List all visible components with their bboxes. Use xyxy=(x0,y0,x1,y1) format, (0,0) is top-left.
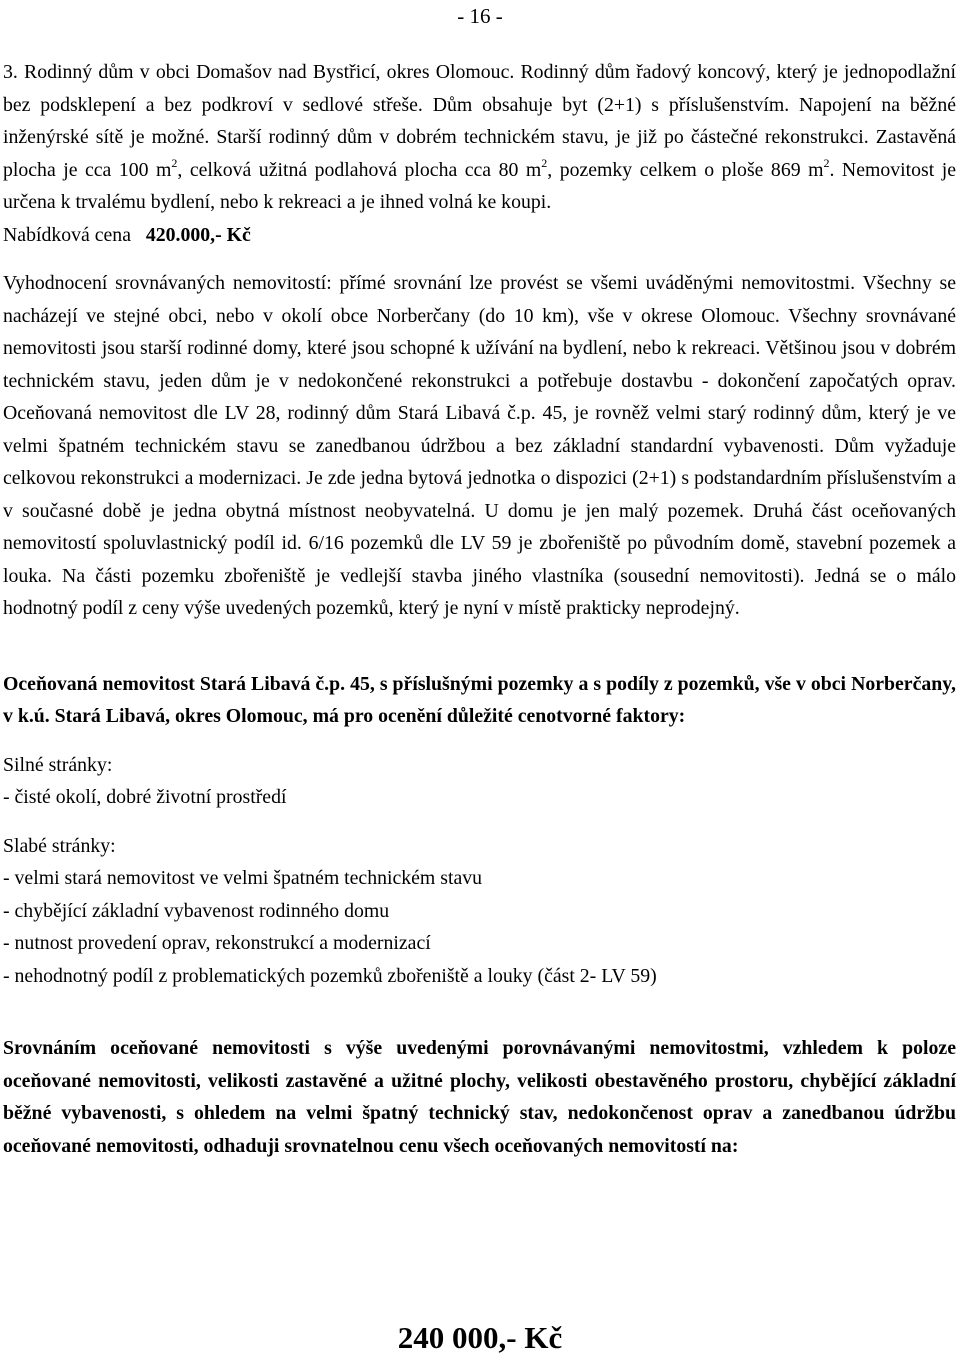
weakness-item: - nutnost provedení oprav, rekonstrukcí a modernizací xyxy=(3,932,431,954)
page-number: - 16 - xyxy=(457,4,503,28)
evaluation-paragraph: Vyhodnocení srovnávaných nemovitostí: přímé srovnání lze provést se všemi uváděnými nemovitostmi. Všechny se nacházejí ve stejné obci, nebo v okolí obce Norberčany (do 10 km), vše v okrese Olomouc. Všechny srovnávané nemovitosti jsou starší rodinné domy, které jsou schopné k užívání na bydlení, nebo k rekreaci. Většinou jsou v dobrém technickém stavu, jeden dům je v nedokončené rekonstrukci a potřebuje dostavbu - dokončení započatých oprav. Oceňovaná nemovitost dle LV 28, rodinný dům Stará Libavá č.p. 45, je rovněž velmi starý rodinný dům, který je ve velmi špatném technickém stavu se zanedbanou údržbou a bez základní standardní vybavenosti. Dům vyžaduje celkovou rekonstrukci a modernizaci. Je zde jedna bytová jednotka o dispozici (2+1) s podstandardním příslušenstvím a v současné době je jedna obytná místnost neobyvatelná. U domu je jen malý pozemek. Druhá část oceňovaných nemovitostí spoluvlastnický podíl id. 6/16 pozemků dle LV 59 je zbořeniště po původním domě, stavební pozemek a louka. Na části pozemku zbořeniště je vedlejší stavba jiného vlastníka (sousední nemovitosti). Jedná se o málo hodnotný podíl z ceny výše uvedených pozemků, který je nyní v místě prakticky neprodejný. xyxy=(3,272,956,619)
superscript-2: 2 xyxy=(541,155,548,170)
offer-price-value: 420.000,- Kč xyxy=(145,223,251,246)
comparable-property-3 xyxy=(3,56,956,219)
superscript-2: 2 xyxy=(823,155,830,170)
offer-price-line xyxy=(3,219,956,252)
conclusion-paragraph: Srovnáním oceňované nemovitosti s výše uvedenými porovnávanými nemovitostmi, vzhledem k poloze oceňované nemovitosti, velikosti zastavěné a užitné plochy, velikosti obestavěného prostoru, chybějící základní běžné vybavenosti, s ohledem na velmi špatný technický stav, nedokončenost oprav a zanedbanou údržbu oceňované nemovitosti, odhaduji srovnatelnou cenu všech oceňovaných nemovitostí na: xyxy=(3,1037,956,1157)
property-3-text-1: 3. Rodinný dům v obci Domašov nad Bystřicí, okres Olomouc. Rodinný dům řadový koncový, který je jednopodlažní bez podsklepení a bez podkroví v sedlové střeše. Dům obsahuje byt (2+1) s příslušenstvím. Napojení na běžné inženýrské sítě je možné. Starší rodinný dům v dobrém technickém stavu, je již po částečné rekonstrukci. Zastavěná plocha je cca 100 m xyxy=(3,61,956,181)
property-3-text-2: , celková užitná podlahová plocha cca 80 m xyxy=(177,158,542,181)
weakness-item: - velmi stará nemovitost ve velmi špatném technickém stavu xyxy=(3,867,483,889)
strength-item: - čisté okolí, dobré životní prostředí xyxy=(3,786,287,808)
offer-price-label: Nabídková cena xyxy=(3,223,131,246)
final-price: 240 000,- Kč xyxy=(397,1320,563,1355)
document-body xyxy=(3,56,956,1162)
property-3-text-4: . Nemovitost je určena k trvalému bydlení, nebo k rekreaci a je ihned volná ke koupi. xyxy=(3,158,956,213)
weaknesses-heading: Slabé stránky: xyxy=(3,834,116,857)
factors-heading: Oceňovaná nemovitost Stará Libavá č.p. 45, s příslušnými pozemky a s podíly z pozemků, vše v obci Norberčany, v k.ú. Stará Libavá, okres Olomouc, má pro ocenění důležité cenotvorné faktory: xyxy=(3,672,956,727)
strengths-heading: Silné stránky: xyxy=(3,753,113,776)
weakness-item: - chybějící základní vybavenost rodinného domu xyxy=(3,899,390,922)
property-3-text-3: , pozemky celkem o ploše 869 m xyxy=(547,158,824,181)
weakness-item: - nehodnotný podíl z problematických pozemků zbořeniště a louky (část 2- LV 59) xyxy=(3,964,657,987)
superscript-2: 2 xyxy=(171,155,178,170)
